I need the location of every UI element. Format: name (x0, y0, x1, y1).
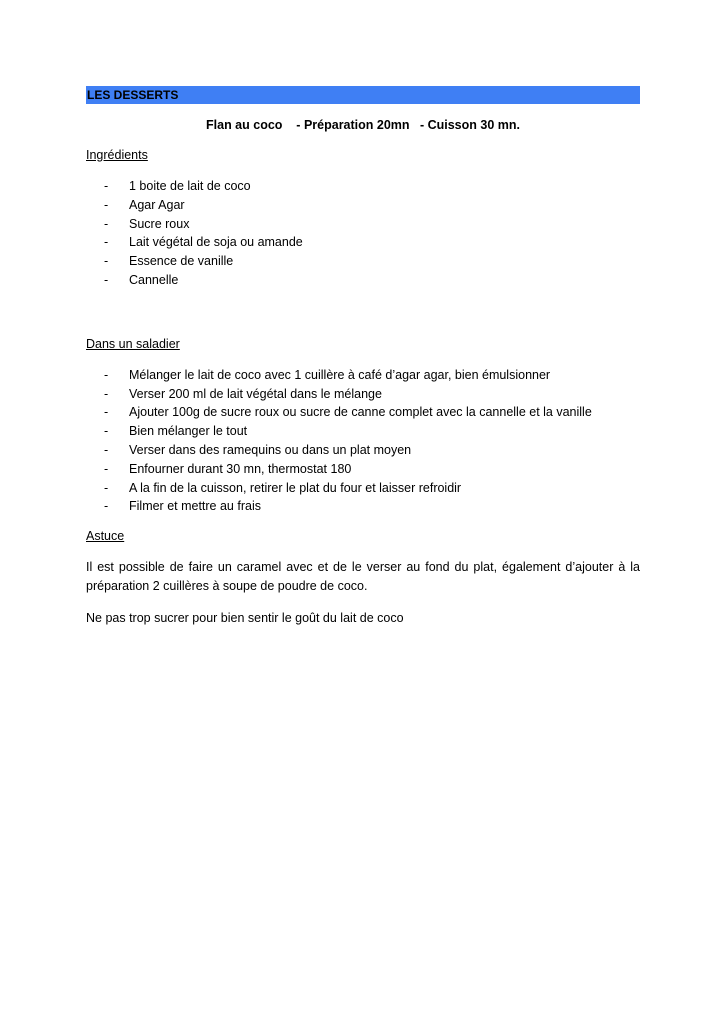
ingredient-text: 1 boite de lait de coco (129, 179, 251, 193)
tip-heading: Astuce (86, 529, 125, 544)
step-text: Enfourner durant 30 mn, thermostat 180 (129, 461, 352, 476)
step-text: Bien mélanger le tout (129, 424, 248, 439)
list-item (86, 403, 640, 422)
list-bullet: - (104, 272, 109, 287)
list-bullet: - (104, 254, 109, 269)
list-item (86, 177, 640, 196)
ingredient-text: Agar Agar (129, 197, 185, 212)
list-bullet: - (104, 461, 109, 476)
list-bullet: - (104, 367, 109, 382)
list-bullet: - (104, 216, 109, 231)
list-bullet: - (104, 405, 109, 420)
ingredients-heading: Ingrédients (86, 148, 148, 162)
list-item (86, 196, 640, 215)
steps-list (86, 366, 640, 516)
ingredient-text: Cannelle (129, 272, 179, 287)
list-bullet: - (104, 386, 109, 401)
list-item (86, 252, 640, 271)
list-item (86, 271, 640, 290)
list-item (86, 460, 640, 479)
step-text: Mélanger le lait de coco avec 1 cuillère à café d’agar agar, bien émulsionner (129, 367, 551, 382)
tip-paragraph: Ne pas trop sucrer pour bien sentir le goût du lait de coco (86, 610, 404, 625)
ingredient-text: Lait végétal de soja ou amande (129, 235, 303, 250)
list-item (86, 215, 640, 234)
list-bullet: - (104, 235, 109, 250)
list-bullet: - (104, 179, 109, 193)
document-page (86, 86, 640, 640)
list-item (86, 479, 640, 498)
step-text: A la fin de la cuisson, retirer le plat du four et laisser refroidir (129, 480, 462, 495)
list-item (86, 422, 640, 441)
ingredient-text: Sucre roux (129, 216, 190, 231)
list-item (86, 441, 640, 460)
tip-paragraph: Il est possible de faire un caramel avec et de le verser au fond du plat, également d’ajouter à la préparation 2 cuillères à soupe de poudre de coco. (86, 560, 640, 594)
list-item (86, 497, 640, 516)
section-banner: LES DESSERTS (86, 86, 640, 104)
step-text: Verser dans des ramequins ou dans un plat moyen (129, 442, 412, 457)
ingredients-list (86, 177, 640, 290)
list-bullet: - (104, 424, 109, 439)
list-bullet: - (104, 499, 109, 514)
list-item (86, 366, 640, 385)
list-item (86, 385, 640, 404)
list-item (86, 233, 640, 252)
recipe-title: Flan au coco - Préparation 20mn - Cuisson 30 mn. (206, 118, 520, 132)
list-bullet: - (104, 197, 109, 212)
step-text: Ajouter 100g de sucre roux ou sucre de canne complet avec la cannelle et la vanille (129, 405, 592, 420)
step-text: Verser 200 ml de lait végétal dans le mélange (129, 386, 382, 401)
ingredient-text: Essence de vanille (129, 254, 234, 269)
step-text: Filmer et mettre au frais (129, 499, 261, 514)
list-bullet: - (104, 442, 109, 457)
list-bullet: - (104, 480, 109, 495)
steps-heading: Dans un saladier (86, 336, 180, 351)
